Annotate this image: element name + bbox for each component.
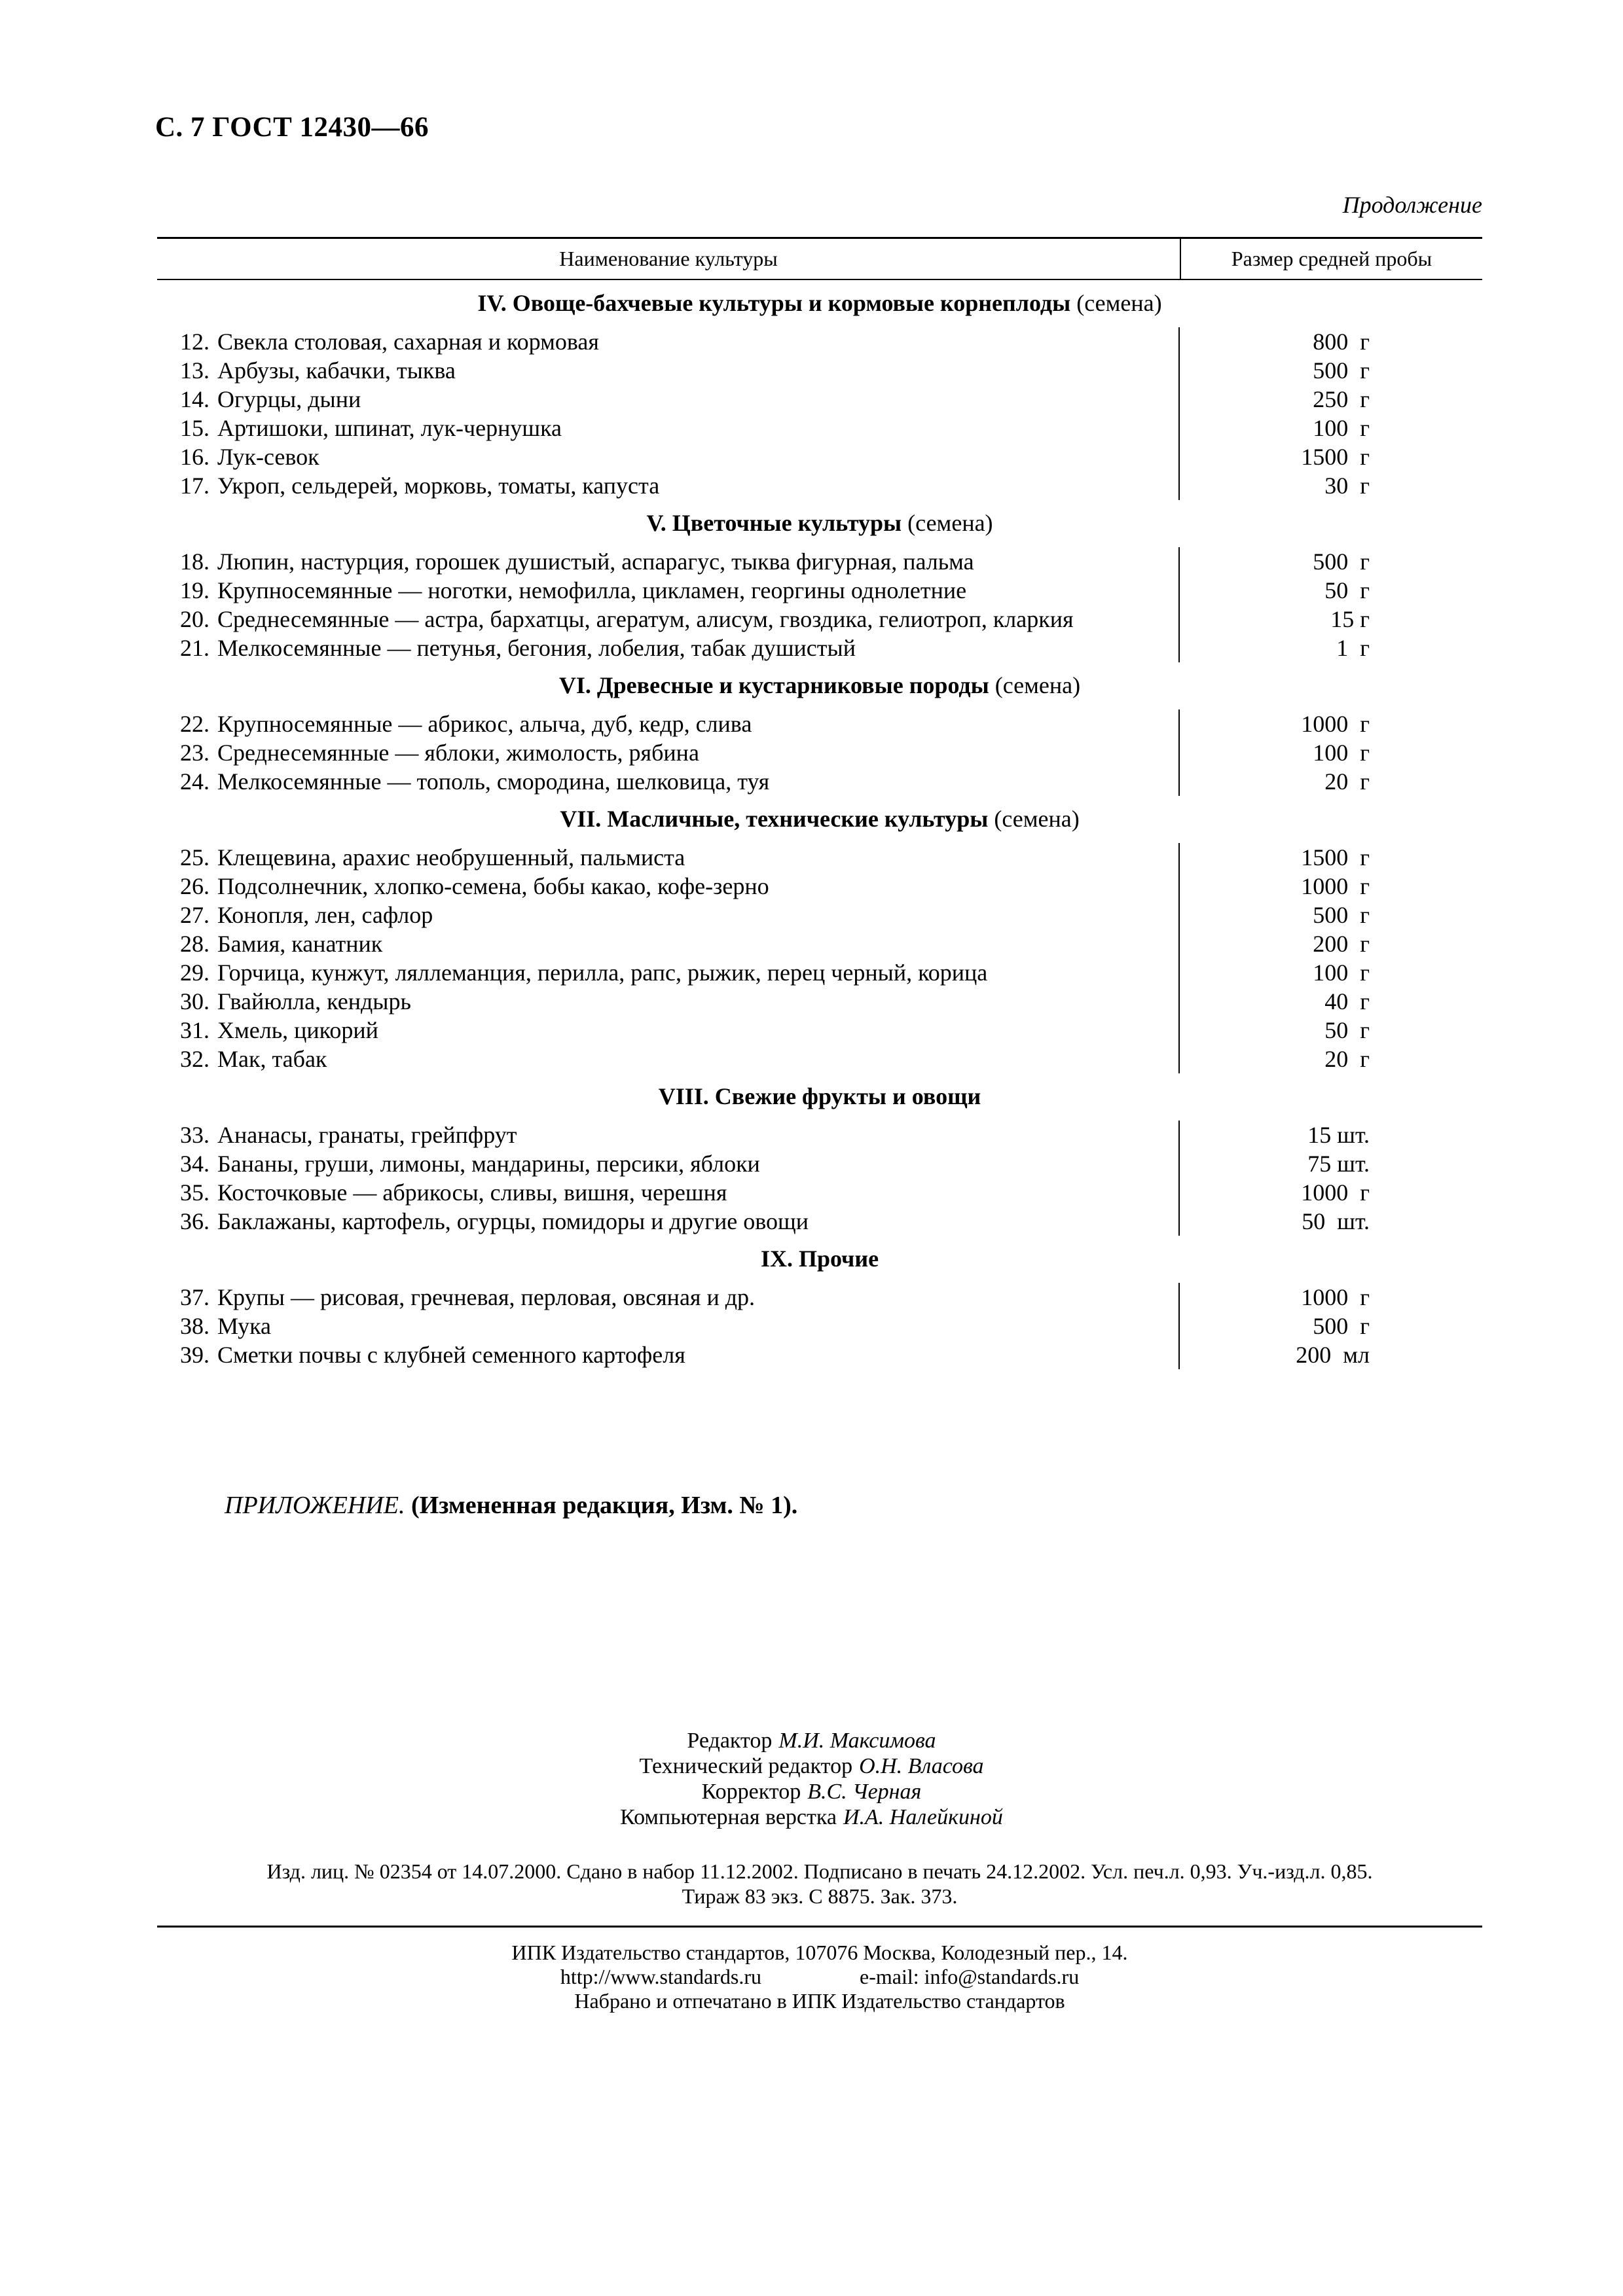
sample-size: 50 г: [1324, 1017, 1370, 1043]
crop-name: Мак, табак: [217, 1046, 327, 1072]
crop-name: Баклажаны, картофель, огурцы, помидоры и другие овощи: [217, 1208, 809, 1234]
table-row: [157, 1016, 1178, 1045]
row-number: 14.: [180, 386, 210, 412]
table-row: [157, 385, 1178, 414]
sample-size: 100 г: [1313, 960, 1370, 986]
appendix-note: [225, 1491, 797, 1520]
page-header: С. 7 ГОСТ 12430—66: [155, 112, 429, 143]
section-title-note: (семена): [1070, 290, 1162, 316]
section-title-main: VII. Масличные, технические культуры: [560, 806, 989, 832]
row-number: 21.: [180, 635, 210, 661]
crop-name: Лук-севок: [217, 444, 319, 470]
row-number: 33.: [180, 1122, 210, 1148]
crop-name: Конопля, лен, сафлор: [217, 902, 433, 928]
table-row: [157, 1340, 1178, 1369]
credit-role: Редактор: [687, 1729, 773, 1753]
section-title: [157, 1073, 1482, 1117]
section-title-note: (семена): [988, 806, 1080, 832]
sample-size: 1 г: [1336, 635, 1370, 661]
publisher-contacts: [157, 1965, 1482, 1989]
credit-person: М.И. Максимова: [778, 1729, 936, 1753]
crop-name: Косточковые — абрикосы, сливы, вишня, черешня: [217, 1179, 727, 1206]
sample-size: 75 шт.: [1307, 1151, 1370, 1177]
table-section: [157, 1073, 1482, 1236]
table-section: [157, 280, 1482, 500]
section-title: [157, 280, 1482, 323]
footer-rule: [157, 1926, 1482, 1928]
section-title-main: VI. Древесные и кустарниковые породы: [558, 672, 989, 698]
crop-name: Укроп, сельдерей, морковь, томаты, капуста: [217, 473, 660, 499]
section-rows: [157, 706, 1482, 796]
credit-role: Компьютерная верстка: [620, 1805, 837, 1829]
section-title-main: V. Цветочные культуры: [646, 510, 902, 536]
table-row: [157, 901, 1178, 929]
crop-name: Среднесемянные — яблоки, жимолость, рябина: [217, 740, 699, 766]
row-number: 19.: [180, 577, 210, 603]
sample-sizes-column: [1180, 1283, 1482, 1369]
table-row: [157, 709, 1178, 738]
table-row: [157, 1312, 1178, 1340]
table-row: [157, 634, 1178, 662]
sample-size: 500 г: [1313, 1313, 1370, 1339]
table-row: [157, 547, 1178, 576]
credit-proofreader: [0, 1779, 1623, 1804]
table-row: [157, 1149, 1178, 1178]
row-number: 26.: [180, 873, 210, 899]
sample-size: 1000 г: [1301, 711, 1370, 737]
table-section: [157, 500, 1482, 662]
table-row: [157, 471, 1178, 500]
crop-name: Люпин, настурция, горошек душистый, аспарагус, тыква фигурная, пальма: [217, 548, 974, 575]
crop-name: Мука: [217, 1313, 272, 1339]
sample-size: 15 г: [1330, 606, 1370, 632]
column-header-size: Размер средней пробы: [1231, 247, 1432, 270]
crop-name: Бамия, канатник: [217, 931, 383, 957]
section-title-note: (семена): [902, 510, 993, 536]
table-row: [157, 958, 1178, 987]
imprint-line: Тираж 83 экз. С 8875. Зак. 373.: [682, 1884, 958, 1908]
crop-name: Крупносемянные — абрикос, алыча, дуб, кедр, слива: [217, 711, 752, 737]
table-row: [157, 605, 1178, 634]
row-number: 13.: [180, 357, 210, 384]
crop-names-column: [157, 1121, 1180, 1236]
appendix-label: ПРИЛОЖЕНИЕ.: [225, 1492, 405, 1519]
table-row: [157, 576, 1178, 605]
row-number: 24.: [180, 768, 210, 795]
table-row: [157, 442, 1178, 471]
imprint-line: Изд. лиц. № 02354 от 14.07.2000. Сдано в набор 11.12.2002. Подписано в печать 24.12.2002. Усл. печ.л. 0,93. Уч.-изд.л. 0,85.: [266, 1859, 1373, 1883]
credit-role: Корректор: [701, 1780, 801, 1804]
section-rows: [157, 1117, 1482, 1236]
table-row: [157, 843, 1178, 872]
sample-size: 1000 г: [1301, 873, 1370, 899]
section-title-main: VIII. Свежие фрукты и овощи: [658, 1083, 981, 1109]
section-rows: [157, 543, 1482, 662]
sample-sizes-column: [1180, 547, 1482, 662]
crop-names-column: [157, 1283, 1180, 1369]
sample-sizes-column: [1180, 327, 1482, 500]
crop-name: Среднесемянные — астра, бархатцы, агератум, алисум, гвоздика, гелиотроп, кларкия: [217, 606, 1074, 632]
table-row: [157, 356, 1178, 385]
sample-size: 500 г: [1313, 548, 1370, 575]
row-number: 39.: [180, 1342, 210, 1368]
crop-name: Мелкосемянные — петунья, бегония, лобелия, табак душистый: [217, 635, 856, 661]
section-title: [157, 796, 1482, 839]
crop-name: Горчица, кунжут, ляллеманция, перилла, рапс, рыжик, перец черный, корица: [217, 960, 988, 986]
column-header-name: Наименование культуры: [157, 239, 1181, 279]
table-row: [157, 1178, 1178, 1207]
credit-layout: [0, 1804, 1623, 1830]
section-rows: [157, 323, 1482, 500]
row-number: 25.: [180, 844, 210, 870]
crop-name: Крупносемянные — ноготки, немофилла, цикламен, георгины однолетние: [217, 577, 967, 603]
credit-role: Технический редактор: [639, 1754, 853, 1778]
table-row: [157, 929, 1178, 958]
table-body: [157, 280, 1482, 1369]
section-title-note: (семена): [989, 672, 1081, 698]
sample-size: 30 г: [1324, 473, 1370, 499]
crop-name: Арбузы, кабачки, тыква: [217, 357, 456, 384]
table-row: [157, 1121, 1178, 1149]
sample-size: 100 г: [1313, 740, 1370, 766]
sample-size: 1500 г: [1301, 444, 1370, 470]
crop-name: Огурцы, дыни: [217, 386, 361, 412]
crop-name: Бананы, груши, лимоны, мандарины, персики, яблоки: [217, 1151, 760, 1177]
table-row: [157, 327, 1178, 356]
table-section: [157, 662, 1482, 796]
section-title-main: IV. Овоще-бахчевые культуры и кормовые корнеплоды: [477, 290, 1071, 316]
sample-size: 200 г: [1313, 931, 1370, 957]
table-header: [157, 239, 1482, 279]
crop-name: Мелкосемянные — тополь, смородина, шелковица, туя: [217, 768, 770, 795]
crop-name: Сметки почвы с клубней семенного картофеля: [217, 1342, 685, 1368]
row-number: 30.: [180, 988, 210, 1014]
sample-size: 800 г: [1313, 329, 1370, 355]
crop-names-column: [157, 843, 1180, 1073]
sample-size: 15 шт.: [1307, 1122, 1370, 1148]
row-number: 28.: [180, 931, 210, 957]
table-section: [157, 1236, 1482, 1369]
sample-sizes-column: [1180, 1121, 1482, 1236]
sample-size: 1000 г: [1301, 1284, 1370, 1310]
row-number: 36.: [180, 1208, 210, 1234]
publisher-url[interactable]: http://www.standards.ru: [560, 1965, 762, 1988]
sample-size: 20 г: [1324, 1046, 1370, 1072]
row-number: 34.: [180, 1151, 210, 1177]
table-row: [157, 987, 1178, 1016]
table-row: [157, 414, 1178, 442]
table-row: [157, 1045, 1178, 1073]
table-row: [157, 767, 1178, 796]
crop-name: Гвайюлла, кендырь: [217, 988, 411, 1014]
sample-size: 200 мл: [1296, 1342, 1370, 1368]
row-number: 29.: [180, 960, 210, 986]
row-number: 15.: [180, 415, 210, 441]
section-title: [157, 662, 1482, 706]
row-number: 35.: [180, 1179, 210, 1206]
row-number: 32.: [180, 1046, 210, 1072]
credit-person: И.А. Налейкиной: [843, 1805, 1003, 1829]
sample-size: 1500 г: [1301, 844, 1370, 870]
sample-size: 50 г: [1324, 577, 1370, 603]
publisher-printed: Набрано и отпечатано в ИПК Издательство стандартов: [574, 1989, 1065, 2013]
row-number: 12.: [180, 329, 210, 355]
sample-size: 1000 г: [1301, 1179, 1370, 1206]
crop-names-column: [157, 709, 1180, 796]
crop-names-column: [157, 327, 1180, 500]
row-number: 22.: [180, 711, 210, 737]
credit-editor: [0, 1728, 1623, 1753]
crop-name: Клещевина, арахис необрушенный, пальмиста: [217, 844, 685, 870]
sample-size: 500 г: [1313, 902, 1370, 928]
sample-size: 50 шт.: [1302, 1208, 1370, 1234]
sample-size: 40 г: [1324, 988, 1370, 1014]
section-rows: [157, 1279, 1482, 1369]
credit-person: О.Н. Власова: [859, 1754, 984, 1778]
crop-name: Подсолнечник, хлопко-семена, бобы какао, кофе-зерно: [217, 873, 769, 899]
sample-size: 250 г: [1313, 386, 1370, 412]
crop-names-column: [157, 547, 1180, 662]
publisher-address: ИПК Издательство стандартов, 107076 Москва, Колодезный пер., 14.: [511, 1941, 1128, 1964]
section-title: [157, 1236, 1482, 1279]
row-number: 16.: [180, 444, 210, 470]
section-title: [157, 500, 1482, 543]
sample-size: 100 г: [1313, 415, 1370, 441]
credit-person: В.С. Черная: [807, 1780, 922, 1804]
row-number: 17.: [180, 473, 210, 499]
row-number: 27.: [180, 902, 210, 928]
crop-name: Хмель, цикорий: [217, 1017, 378, 1043]
row-number: 23.: [180, 740, 210, 766]
table-row: [157, 738, 1178, 767]
continued-label: Продолжение: [1342, 192, 1482, 218]
sample-size: 20 г: [1324, 768, 1370, 795]
crop-name: Свекла столовая, сахарная и кормовая: [217, 329, 599, 355]
table-row: [157, 1207, 1178, 1236]
row-number: 20.: [180, 606, 210, 632]
row-number: 38.: [180, 1313, 210, 1339]
sample-sizes-column: [1180, 709, 1482, 796]
table-section: [157, 796, 1482, 1073]
sample-size-table: [157, 237, 1482, 1369]
crop-name: Артишоки, шпинат, лук-чернушка: [217, 415, 562, 441]
row-number: 18.: [180, 548, 210, 575]
sample-sizes-column: [1180, 843, 1482, 1073]
credits-block: [0, 1728, 1623, 1830]
publisher-block: [157, 1941, 1482, 2013]
imprint-block: [157, 1859, 1482, 1909]
table-row: [157, 1283, 1178, 1312]
section-rows: [157, 839, 1482, 1073]
sample-size: 500 г: [1313, 357, 1370, 384]
row-number: 31.: [180, 1017, 210, 1043]
publisher-email[interactable]: e-mail: info@standards.ru: [860, 1965, 1080, 1988]
crop-name: Ананасы, гранаты, грейпфрут: [217, 1122, 517, 1148]
appendix-revision: (Измененная редакция, Изм. № 1).: [405, 1492, 798, 1519]
credit-tech-editor: [0, 1753, 1623, 1779]
crop-name: Крупы — рисовая, гречневая, перловая, овсяная и др.: [217, 1284, 756, 1310]
table-row: [157, 872, 1178, 901]
section-title-main: IX. Прочие: [760, 1246, 879, 1272]
row-number: 37.: [180, 1284, 210, 1310]
